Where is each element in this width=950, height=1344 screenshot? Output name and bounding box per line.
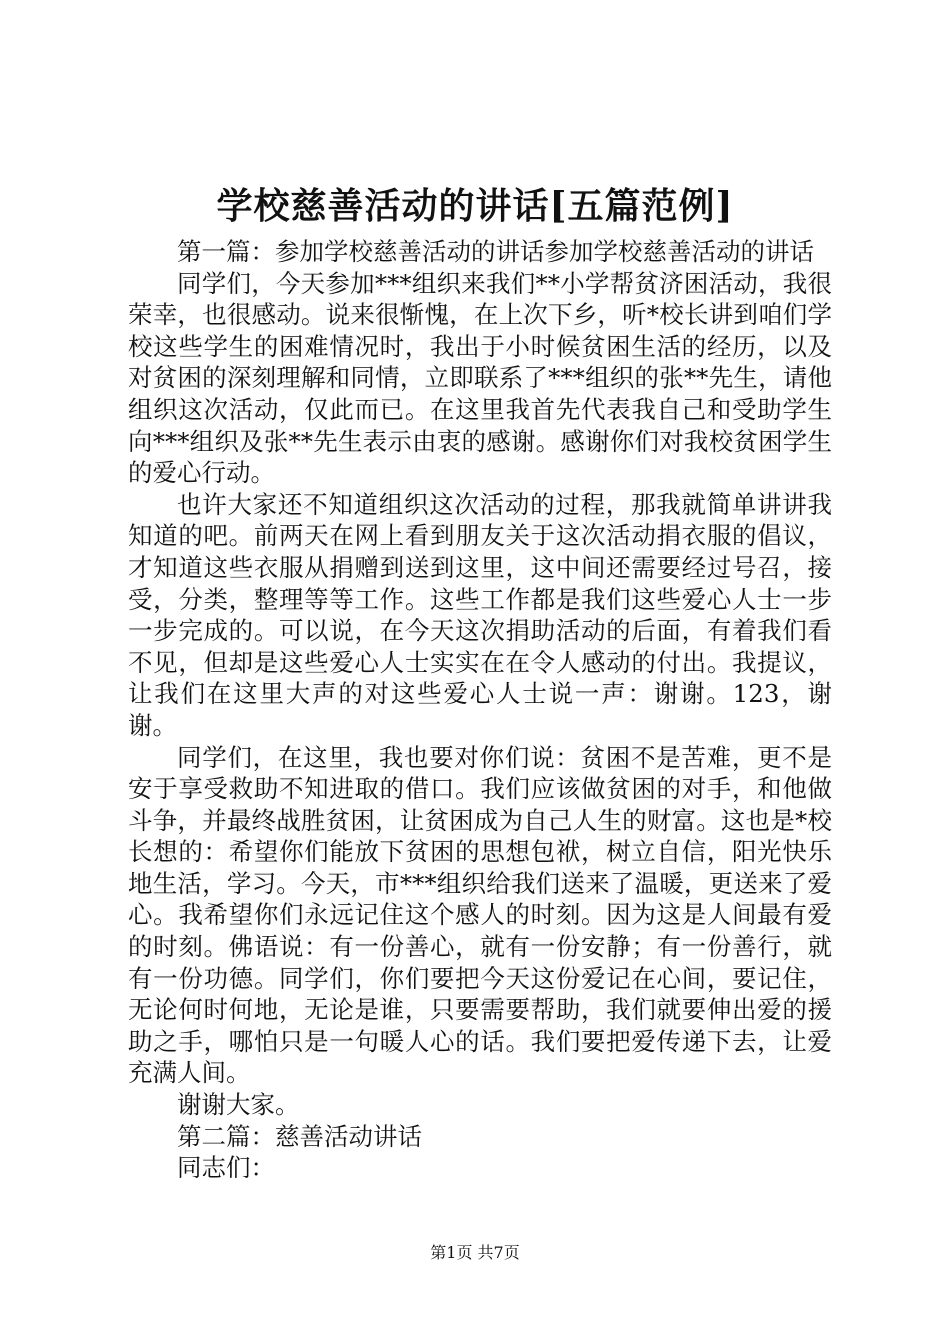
paragraph-section-heading-2: 第二篇：慈善活动讲话: [177, 1121, 422, 1151]
page-number-footer: 第1页 共7页: [430, 1243, 520, 1262]
paragraph: 同学们，在这里，我也要对你们说：贫困不是苦难，更不是安于享受救助不知进取的借口。我们应该做贫困的对手，和他做斗争，并最终战胜贫困，让贫困成为自己人生的财富。这也是*校长想的：希望你们能放下贫困的思想包袱，树立自信，阳光快乐地生活，学习。今天，市***组织给我们送来了温暖，更送来了爱心。我希望你们永远记住这个感人的时刻。因为这是人间最有爱的时刻。佛语说：有一份善心，就有一份安静；有一份善行，就有一份功德。同学们，你们要把今天这份爱记在心间，要记住，无论何时何地，无论是谁，只要需要帮助，我们就要伸出爱的援助之手，哪怕只是一句暖人心的话。我们要把爱传递下去，让爱充满人间。: [128, 742, 832, 1088]
paragraph-salutation: 同志们：: [177, 1153, 275, 1183]
paragraph: 也许大家还不知道组织这次活动的过程，那我就简单讲讲我知道的吧。前两天在网上看到朋友关于这次活动捐衣服的倡议，才知道这些衣服从捐赠到送到这里，这中间还需要经过号召，接受，分类，整理等等工作。这些工作都是我们这些爱心人士一步一步完成的。可以说，在今天这次捐助活动的后面，有着我们看不见，但却是这些爱心人士实实在在令人感动的付出。我提议，让我们在这里大声的对这些爱心人士说一声：谢谢。123，谢谢。: [128, 489, 832, 740]
document-title: 学校慈善活动的讲话[五篇范例]: [216, 185, 734, 227]
paragraph: 同学们，今天参加***组织来我们**小学帮贫济困活动，我很荣幸，也很感动。说来很惭愧，在上次下乡，听*校长讲到咱们学校这些学生的困难情况时，我出于小时候贫困生活的经历，以及对贫困的深刻理解和同情，立即联系了***组织的张**先生，请他组织这次活动，仅此而已。在这里我首先代表我自己和受助学生向***组织及张**先生表示由衷的感谢。感谢你们对我校贫困学生的爱心行动。: [128, 268, 832, 488]
document-body: [128, 236, 832, 1184]
paragraph-closing: 谢谢大家。: [177, 1090, 300, 1120]
paragraph-section-heading-1: 第一篇：参加学校慈善活动的讲话参加学校慈善活动的讲话: [177, 237, 814, 266]
